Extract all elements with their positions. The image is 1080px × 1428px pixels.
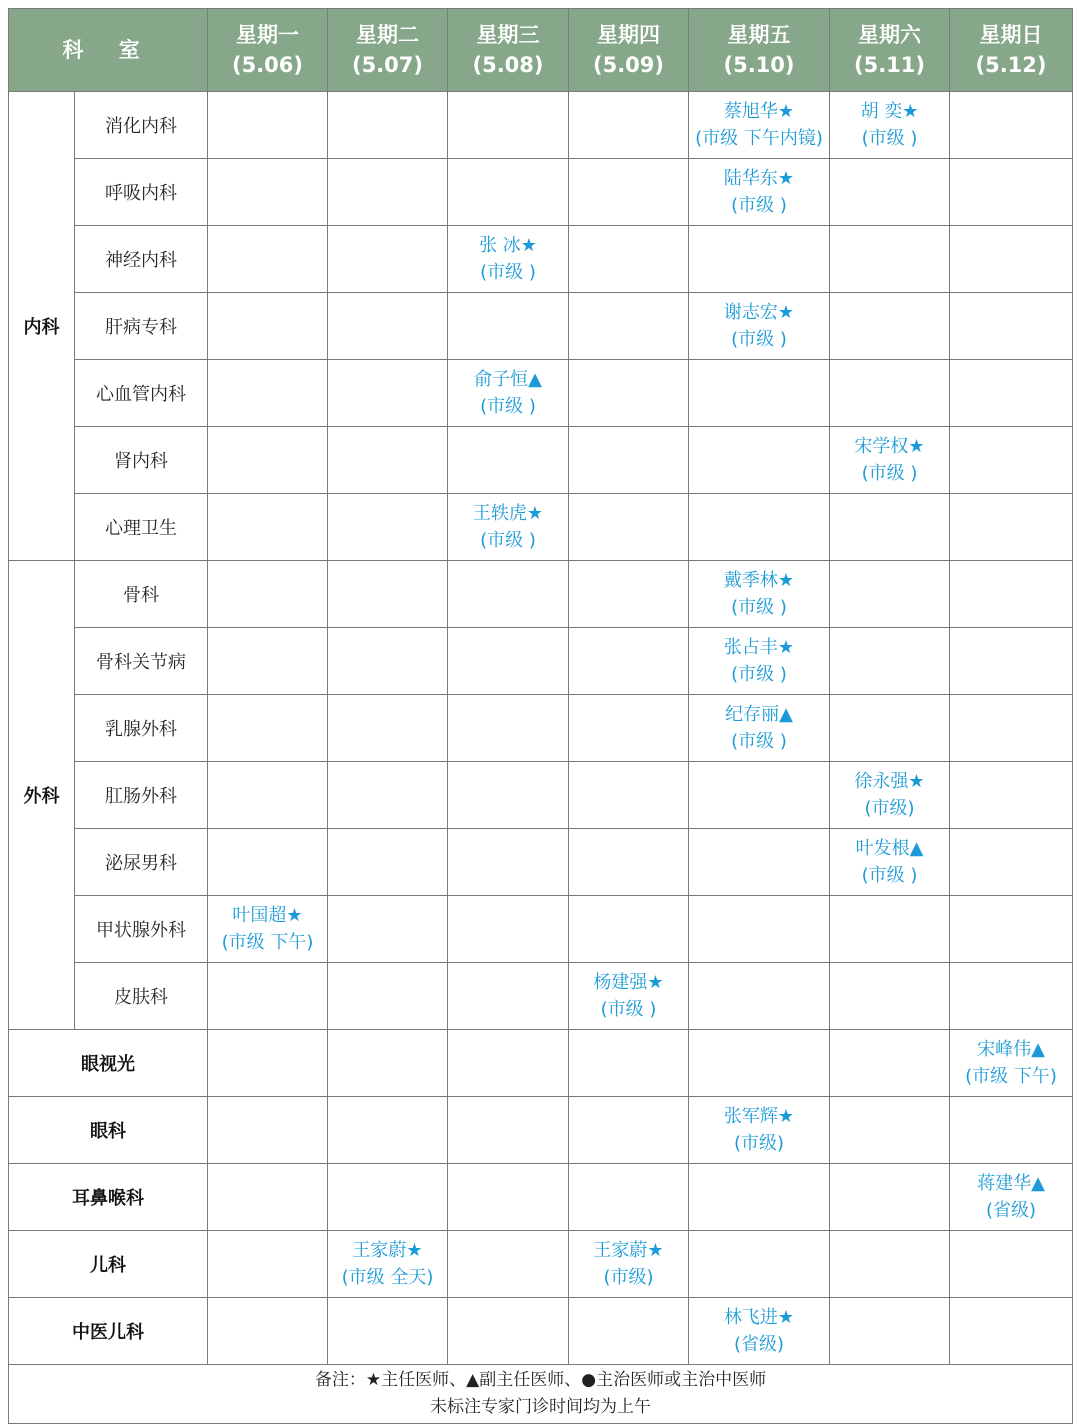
doctor-name: 宋学权★ <box>854 436 925 457</box>
group-label-waike: 外科 <box>9 561 75 1030</box>
schedule-cell <box>328 628 448 695</box>
day-date: (5.08) <box>472 53 544 77</box>
doctor-name: 蔡旭华★ <box>723 101 795 122</box>
schedule-cell <box>208 762 328 829</box>
schedule-cell <box>448 159 569 226</box>
table-row <box>9 1164 1073 1231</box>
doctor-name: 谢志宏★ <box>723 302 795 323</box>
schedule-cell <box>950 92 1073 159</box>
schedule-cell <box>950 628 1073 695</box>
department-name: 眼视光 <box>9 1030 208 1097</box>
schedule-cell <box>950 963 1073 1030</box>
doctor-name: 张 冰★ <box>479 235 537 256</box>
day-name: 星期二 <box>356 23 419 47</box>
schedule-cell <box>830 360 950 427</box>
day-name: 星期五 <box>727 23 791 47</box>
department-name: 肛肠外科 <box>75 762 208 829</box>
table-row <box>9 1097 1073 1164</box>
table-row <box>9 360 1073 427</box>
doctor-level: (省级) <box>985 1200 1037 1221</box>
day-column-header <box>950 9 1073 92</box>
schedule-cell <box>448 1298 569 1365</box>
doctor-name: 叶发根▲ <box>855 838 924 859</box>
schedule-cell <box>569 628 689 695</box>
schedule-cell <box>208 896 328 963</box>
doctor-level: (市级 ) <box>731 195 787 216</box>
schedule-cell <box>448 427 569 494</box>
schedule-cell <box>448 896 569 963</box>
schedule-cell <box>689 762 830 829</box>
schedule-note <box>9 1365 1073 1424</box>
table-row <box>9 159 1073 226</box>
schedule-cell <box>950 1030 1073 1097</box>
schedule-cell <box>328 561 448 628</box>
schedule-cell <box>208 695 328 762</box>
schedule-cell <box>689 427 830 494</box>
schedule-cell <box>689 1298 830 1365</box>
schedule-cell <box>569 427 689 494</box>
schedule-cell <box>569 360 689 427</box>
doctor-level: (省级) <box>733 1334 785 1355</box>
doctor-level: (市级 ) <box>861 865 918 886</box>
schedule-cell <box>569 1097 689 1164</box>
schedule-cell <box>448 293 569 360</box>
department-name: 儿科 <box>9 1231 208 1298</box>
department-name: 心理卫生 <box>75 494 208 561</box>
table-row <box>9 829 1073 896</box>
doctor-level: (市级 ) <box>480 262 536 283</box>
schedule-cell <box>950 762 1073 829</box>
schedule-cell <box>830 1298 950 1365</box>
table-row <box>9 695 1073 762</box>
schedule-cell <box>448 92 569 159</box>
schedule-cell <box>830 1231 950 1298</box>
doctor-name: 徐永强★ <box>854 771 925 792</box>
day-column-header <box>830 9 950 92</box>
schedule-cell <box>689 1231 830 1298</box>
schedule-cell <box>950 561 1073 628</box>
table-row <box>9 1231 1073 1298</box>
doctor-level: (市级 ) <box>861 128 918 149</box>
schedule-cell <box>328 360 448 427</box>
dept-column-header: 科 室 <box>9 9 208 92</box>
day-date: (5.07) <box>351 53 423 77</box>
schedule-cell <box>208 293 328 360</box>
day-name: 星期三 <box>476 23 540 47</box>
doctor-name: 胡 奕★ <box>860 101 919 122</box>
schedule-cell <box>208 628 328 695</box>
schedule-cell <box>328 293 448 360</box>
doctor-name: 陆华东★ <box>723 168 795 189</box>
department-name: 呼吸内科 <box>75 159 208 226</box>
doctor-name: 王家蔚★ <box>593 1240 664 1261</box>
doctor-name: 俞子恒▲ <box>474 369 542 390</box>
schedule-cell <box>328 829 448 896</box>
schedule-cell <box>830 427 950 494</box>
schedule-cell <box>830 963 950 1030</box>
day-name: 星期四 <box>597 23 660 47</box>
schedule-cell <box>208 92 328 159</box>
schedule-cell <box>569 293 689 360</box>
doctor-name: 宋峰伟▲ <box>977 1039 1045 1060</box>
schedule-cell <box>950 695 1073 762</box>
department-name: 肝病专科 <box>75 293 208 360</box>
schedule-cell <box>830 1164 950 1231</box>
schedule-cell <box>689 695 830 762</box>
schedule-cell <box>830 561 950 628</box>
schedule-cell <box>689 896 830 963</box>
doctor-level: (市级 下午) <box>965 1066 1057 1087</box>
schedule-cell <box>689 1030 830 1097</box>
department-name: 乳腺外科 <box>75 695 208 762</box>
schedule-cell <box>328 427 448 494</box>
schedule-cell <box>830 695 950 762</box>
department-name: 消化内科 <box>75 92 208 159</box>
schedule-cell <box>448 561 569 628</box>
day-column-header <box>689 9 830 92</box>
schedule-cell <box>830 494 950 561</box>
doctor-name: 蒋建华▲ <box>977 1173 1045 1194</box>
schedule-cell <box>208 427 328 494</box>
schedule-cell <box>208 1298 328 1365</box>
schedule-cell <box>208 1231 328 1298</box>
schedule-cell <box>689 494 830 561</box>
table-row <box>9 494 1073 561</box>
department-name: 中医儿科 <box>9 1298 208 1365</box>
day-column-header <box>208 9 328 92</box>
schedule-cell <box>448 762 569 829</box>
schedule-cell <box>569 226 689 293</box>
schedule-header <box>9 9 1073 92</box>
doctor-level: (市级 全天) <box>341 1267 434 1288</box>
table-row <box>9 427 1073 494</box>
schedule-cell <box>689 293 830 360</box>
doctor-level: (市级 ) <box>480 396 536 417</box>
department-name: 泌尿男科 <box>75 829 208 896</box>
doctor-name: 林飞进★ <box>723 1307 795 1328</box>
department-name: 肾内科 <box>75 427 208 494</box>
schedule-cell <box>830 896 950 963</box>
table-row <box>9 561 1073 628</box>
schedule-cell <box>448 695 569 762</box>
schedule-cell <box>830 293 950 360</box>
schedule-cell <box>448 1097 569 1164</box>
schedule-cell <box>689 829 830 896</box>
schedule-cell <box>950 226 1073 293</box>
schedule-cell <box>569 561 689 628</box>
schedule-cell <box>328 1097 448 1164</box>
schedule-cell <box>448 226 569 293</box>
day-date: (5.09) <box>592 53 664 77</box>
schedule-cell <box>208 561 328 628</box>
schedule-cell <box>569 896 689 963</box>
day-date: (5.10) <box>723 53 795 77</box>
schedule-cell <box>328 226 448 293</box>
table-row <box>9 963 1073 1030</box>
schedule-cell <box>950 1231 1073 1298</box>
schedule-cell <box>830 762 950 829</box>
schedule-cell <box>328 92 448 159</box>
doctor-level: (市级) <box>603 1267 654 1288</box>
department-name: 甲状腺外科 <box>75 896 208 963</box>
day-date: (5.11) <box>853 53 925 77</box>
schedule-cell <box>950 494 1073 561</box>
doctor-name: 王轶虎★ <box>472 503 544 524</box>
schedule-cell <box>950 1298 1073 1365</box>
schedule-cell <box>689 360 830 427</box>
doctor-level: (市级 下午内镜) <box>695 128 823 149</box>
day-name: 星期六 <box>858 23 921 47</box>
schedule-cell <box>569 1030 689 1097</box>
schedule-cell <box>448 829 569 896</box>
doctor-level: (市级 ) <box>731 597 787 618</box>
schedule-cell <box>448 360 569 427</box>
doctor-name: 杨建强★ <box>593 972 664 993</box>
department-name: 骨科 <box>75 561 208 628</box>
table-row <box>9 762 1073 829</box>
schedule-cell <box>448 494 569 561</box>
schedule-cell <box>830 1097 950 1164</box>
schedule-cell <box>569 695 689 762</box>
schedule-cell <box>830 92 950 159</box>
doctor-name: 张占丰★ <box>723 637 795 658</box>
doctor-level: (市级 ) <box>731 731 787 752</box>
doctor-level: (市级 下午) <box>221 932 314 953</box>
schedule-cell <box>689 92 830 159</box>
table-row <box>9 92 1073 159</box>
schedule-body <box>9 92 1073 1365</box>
day-column-header <box>448 9 569 92</box>
day-column-header <box>328 9 448 92</box>
table-row <box>9 1030 1073 1097</box>
schedule-cell <box>950 1097 1073 1164</box>
schedule-cell <box>448 628 569 695</box>
schedule-cell <box>448 1231 569 1298</box>
schedule-cell <box>328 1164 448 1231</box>
schedule-cell <box>328 1030 448 1097</box>
schedule-cell <box>569 1231 689 1298</box>
schedule-cell <box>689 226 830 293</box>
doctor-name: 叶国超★ <box>232 905 303 926</box>
schedule-cell <box>689 628 830 695</box>
schedule-cell <box>569 1298 689 1365</box>
schedule-cell <box>208 494 328 561</box>
schedule-cell <box>328 159 448 226</box>
schedule-cell <box>208 1164 328 1231</box>
schedule-cell <box>569 159 689 226</box>
doctor-name: 纪存丽▲ <box>725 704 793 725</box>
schedule-cell <box>689 159 830 226</box>
clinic-schedule-table <box>8 8 1073 1424</box>
schedule-cell <box>208 159 328 226</box>
table-row <box>9 226 1073 293</box>
day-date: (5.12) <box>975 53 1047 77</box>
day-date: (5.06) <box>231 53 303 77</box>
schedule-cell <box>950 293 1073 360</box>
schedule-cell <box>569 963 689 1030</box>
schedule-cell <box>328 695 448 762</box>
schedule-cell <box>950 360 1073 427</box>
schedule-cell <box>569 494 689 561</box>
schedule-cell <box>950 896 1073 963</box>
doctor-level: (市级) <box>864 798 915 819</box>
day-name: 星期一 <box>236 23 299 47</box>
schedule-cell <box>569 829 689 896</box>
schedule-cell <box>328 762 448 829</box>
schedule-cell <box>569 762 689 829</box>
doctor-level: (市级 ) <box>861 463 918 484</box>
doctor-level: (市级 ) <box>731 329 787 350</box>
schedule-cell <box>689 1097 830 1164</box>
schedule-cell <box>830 159 950 226</box>
group-label-neike: 内科 <box>9 92 75 561</box>
schedule-cell <box>950 1164 1073 1231</box>
schedule-cell <box>328 494 448 561</box>
doctor-level: (市级) <box>733 1133 785 1154</box>
schedule-cell <box>328 1231 448 1298</box>
schedule-cell <box>689 963 830 1030</box>
schedule-cell <box>208 1030 328 1097</box>
schedule-cell <box>208 360 328 427</box>
schedule-cell <box>208 829 328 896</box>
schedule-cell <box>569 1164 689 1231</box>
doctor-level: (市级 ) <box>480 530 536 551</box>
schedule-cell <box>208 226 328 293</box>
schedule-cell <box>830 628 950 695</box>
doctor-name: 王家蔚★ <box>352 1240 423 1261</box>
schedule-cell <box>328 896 448 963</box>
doctor-level: (市级 ) <box>731 664 787 685</box>
schedule-cell <box>950 829 1073 896</box>
department-name: 眼科 <box>9 1097 208 1164</box>
schedule-cell <box>689 1164 830 1231</box>
department-name: 耳鼻喉科 <box>9 1164 208 1231</box>
day-column-header <box>569 9 689 92</box>
schedule-cell <box>950 427 1073 494</box>
table-row <box>9 1298 1073 1365</box>
day-name: 星期日 <box>979 23 1043 47</box>
note-line-2: 未标注专家门诊时间均为上午 <box>430 1397 651 1417</box>
doctor-level: (市级 ) <box>600 999 657 1020</box>
schedule-cell <box>448 963 569 1030</box>
department-name: 神经内科 <box>75 226 208 293</box>
department-name: 心血管内科 <box>75 360 208 427</box>
schedule-cell <box>328 963 448 1030</box>
schedule-cell <box>328 1298 448 1365</box>
schedule-cell <box>830 226 950 293</box>
schedule-cell <box>569 92 689 159</box>
schedule-cell <box>448 1030 569 1097</box>
doctor-name: 戴季林★ <box>723 570 795 591</box>
schedule-cell <box>830 1030 950 1097</box>
note-line-1: 备注：★主任医师、▲副主任医师、●主治医师或主治中医师 <box>314 1370 767 1390</box>
table-row <box>9 628 1073 695</box>
schedule-cell <box>448 1164 569 1231</box>
department-name: 骨科关节病 <box>75 628 208 695</box>
table-row <box>9 293 1073 360</box>
schedule-cell <box>208 963 328 1030</box>
table-row <box>9 896 1073 963</box>
schedule-cell <box>208 1097 328 1164</box>
schedule-cell <box>830 829 950 896</box>
schedule-cell <box>950 159 1073 226</box>
department-name: 皮肤科 <box>75 963 208 1030</box>
doctor-name: 张军辉★ <box>723 1106 795 1127</box>
schedule-cell <box>689 561 830 628</box>
